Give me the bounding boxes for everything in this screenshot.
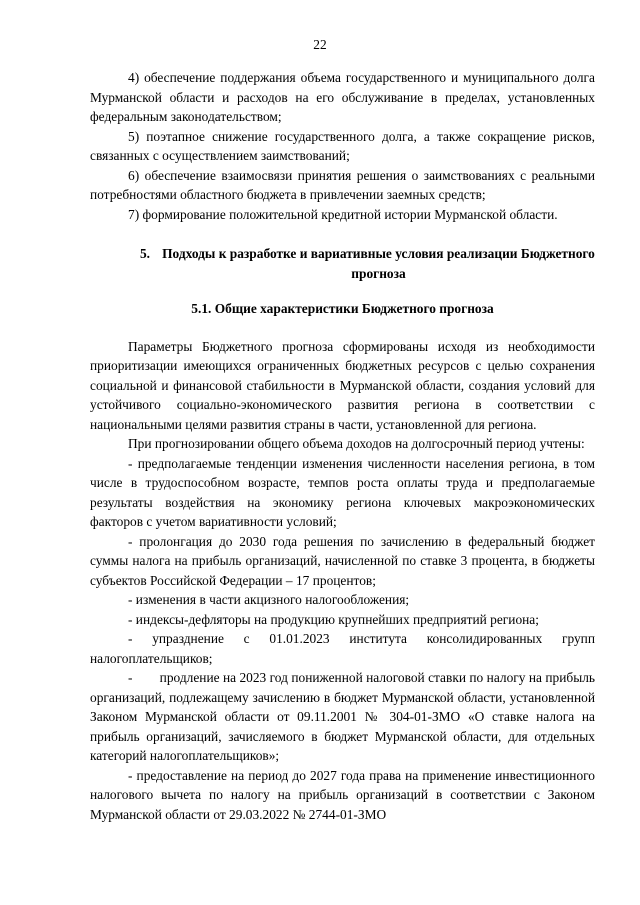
section-number: 5.: [139, 246, 151, 261]
paragraph: Параметры Бюджетного прогноза сформированы исходя из необходимости приоритизации имеющихся ограниченных бюджетных ресурсов с целью сохранения социальной и финансовой стабильности в Мурманской области, создания условий для устойчивого социально-экономического развития региона в соответствии с национальными целями развития страны в части, установленной для региона.: [90, 338, 595, 432]
bullet-item: - изменения в части акцизного налогообложения;: [128, 592, 410, 607]
page-number: 22: [313, 37, 327, 52]
bullet-item: - пролонгация до 2030 года решения по зачислению в федеральный бюджет суммы налога на прибыль организаций, начисленной по ставке 3 процента, в бюджеты субъектов Российской Федерации – 17 процентов;: [90, 533, 595, 588]
list-item: 7) формирование положительной кредитной истории Мурманской области.: [128, 206, 558, 222]
paragraph: При прогнозировании общего объема доходов на долгосрочный период учтены:: [128, 436, 585, 451]
section-heading: [90, 244, 595, 283]
bullet-item: - индексы-дефляторы на продукцию крупнейших предприятий региона;: [128, 611, 539, 627]
bullet-item: - предоставление на период до 2027 года права на применение инвестиционного налогового вычета по налогу на прибыль организаций в соответствии с Законом Мурманской области от 29.03.2022 № 2744-01-ЗМО: [90, 767, 595, 822]
list-item: 5) поэтапное снижение государственного долга, а также сокращение рисков, связанных с осуществлением заимствований;: [90, 128, 595, 163]
bullet-item: - продление на 2023 год пониженной налоговой ставки по налогу на прибыль организаций, подлежащему зачислению в бюджет Мурманской области, установленной Законом Мурманской области от 09.11.2001 № 304-01-ЗМО «О ставке налога на прибыль организаций, зачисляемого в бюджет Мурманской области, для отдельных категорий налогоплательщиков»;: [90, 670, 599, 763]
list-item: 4) обеспечение поддержания объема государственного и муниципального долга Мурманской области и расходов на его обслуживание в пределах, установленных федеральным законодательством;: [90, 70, 595, 124]
bullet-item: - предполагаемые тенденции изменения численности населения региона, в том числе в трудоспособном возрасте, темпов роста оплаты труда и предполагаемые результаты воздействия на экономику региона ключевых макроэкономических факторов с учетом вариативности условий;: [90, 455, 595, 529]
bullet-item: - упразднение с 01.01.2023 института консолидированных групп налогоплательщиков;: [90, 631, 595, 666]
section-title: Подходы к разработке и вариативные условия реализации Бюджетного прогноза: [162, 246, 595, 281]
list-item: 6) обеспечение взаимосвязи принятия решения о заимствованиях с реальными потребностями областного бюджета в привлечении заемных средств;: [90, 167, 595, 202]
subsection-heading: 5.1. Общие характеристики Бюджетного прогноза: [191, 301, 494, 316]
document-body: [90, 68, 599, 824]
